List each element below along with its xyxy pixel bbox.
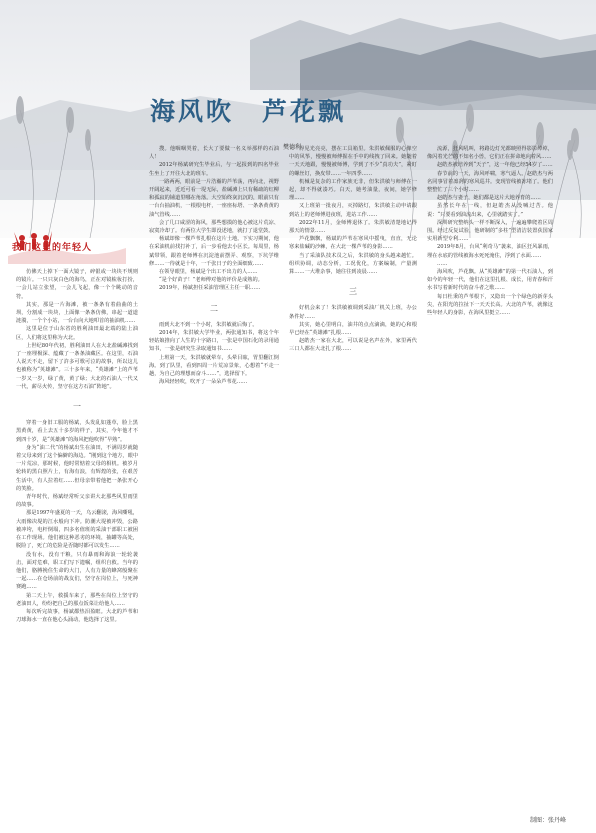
paragraph: 好机会来了！朱洪敏被调到采油厂机关上班，办公条件好…… — [289, 305, 417, 320]
paragraph: 每日杜秉的芦苇根下，又隐出一个个绿色的新芽头尖，在阳光的拉扯下一天天长高。大北的芦苇，就像这些年轻人的身影，在海风里挺立…… — [427, 293, 553, 317]
paragraph: 赵皓杰一家在大北，可以说是名声在外，家里两代三口人都在大北扎了根…… — [289, 338, 417, 353]
paragraph: 其实，她心里明白，油井的点点滴滴，她的心和根早已经在“英雄滩”扎根…… — [289, 321, 417, 337]
paragraph: 深圳研究整纳头一样不断深入，一遍遍攀爬着区周围。经过反复试验，他研制的“多柱”型清洁装置获国家实用新型专利…… — [427, 219, 553, 243]
paragraph: 2019年，杨斌担任采油管理区主任一职…… — [159, 285, 261, 292]
paragraph: 杨斌却像一棵芦苇扎根在这片土地。下实习期间，他在采油机前找打补丁，后一步看他去小区长。每周里，杨斌带领，跟着老师傅在沉淀池前摆弄、观察，下坑学维修……一待就是十年，一千张日子的全面细致…… — [149, 236, 279, 267]
paragraph: 流源，狂风吼叫，将路边灯光都映照得影影绰绰，像闪着光芒的不知名小兽，它们正在拼命地向着风…… — [427, 146, 553, 161]
paragraph: 会了几口咸涩的海风，那些想摸的他心被这片荒凉、寂寞冷却了。有两位大学生即没述地，就打了退堂鼓。 — [149, 219, 279, 235]
paragraph: “是个好苗子！”老师傅对他的评价是成熟的。 — [159, 277, 263, 284]
text-column-2 — [149, 145, 279, 828]
paragraph: 赵皓杰与妻子，她们都是这片大地养育的…… — [437, 195, 541, 202]
editor-credit: 制图：张丹峰 — [530, 817, 567, 824]
badge-label: 我们这里的年轻人 — [12, 243, 93, 253]
text-column-4 — [427, 145, 553, 810]
paragraph: 雨到大北不到一个小时，朱洪敏就后悔了。 — [159, 321, 258, 328]
paragraph: 当了采油队技术员之后，朱洪敏的身头越来越忙。组织协调，动态分析，工况优化，方案编制，产量测算……一大堆杂事，她往往到凌晨…… — [289, 252, 417, 276]
paragraph: 2019年8月，台风“利奇马”袭来，油区狂风暴雨，埋在水底的管线被海水死死淹住，浮到了水面…… — [427, 244, 553, 259]
paragraph: 海风吹，芦花飘。从“英雄滩”的第一代石油人，到如今的年轻一代，他们在这里扎根、成长，用青春和汗水书写着新时代的奋斗者之歌…… — [427, 269, 553, 292]
paragraph: 芦花飘飘，杨斌的芦苇在寒风中摇曳，直直，无论寒来盐碱的沙棘，在大北一棵芦苇的身影…… — [289, 236, 417, 251]
author-byline: 樊德利 — [283, 144, 302, 151]
paragraph: 海风轻轻吹，吹开了一朵朵芦苇花…… — [159, 379, 248, 386]
paragraph: 穿着一身旧工服的杨斌，头发乱如蓬草，脸上黑黑黄黄，看上去五十多岁的样子，其实，今年他才不到四十岁，是“英雄滩”的海风把他吹得“早熟”。 — [16, 420, 138, 443]
paragraph: 上班第一天，朱洪敏就晕车，头晕目眩，胃里翻江倒海。到了队里，看到四周一片荒凉景象，心想着“不走一趟，为自己的理想而奋斗……”，选择留下。 — [149, 354, 279, 378]
paragraph: 春节前的一天，海风呼啸，寒气逼人。赵皓杰与两名同事冒着凛冽的寒风巡井。变现管线被冻堵了。他们整整忙了三个小时…… — [427, 170, 553, 194]
paragraph: 第二天上午，救援车来了，那些在岗位上坚守的老油田人，纷纷把自己的那点饭菜让给他人…… — [16, 592, 138, 607]
section-number: 三 — [349, 287, 357, 297]
paragraph: 搜。他咽咽哭着，长大了要做一名义举那样的石油人！ — [149, 146, 279, 161]
paragraph: …… — [437, 260, 448, 267]
paragraph: 2014年，朱洪敏大学毕业，两张通知书，将这个年轻姑娘推向了人生的十字路口，一张是中国石化的录用通知书，一张是研究生录取通知书…… — [149, 330, 279, 353]
paragraph: 一路两两，眼前是一片浩瀚的芦苇荡，再向北，视野开阔起来，近近可看一堤无际，盐碱滩上只有稀疏的红柳和孤寂的铺道里哪在角落。大空始终灰沉沉的，眼前只有一台台抽油机，一根根电杆，一座座标塔、一条条黄黄的油气管线…… — [149, 178, 279, 218]
paragraph: 上世纪80年代初，胜利油田人在大北盐碱滩找到了一座埋极深、蕴藏了一条条油藏区。在这里，石油人说天不走，留下了許多可歌可泣的故事，所以这儿也被称为“英雄滩”。三十多年来，“英雄滩”上的芦苇一岁又一岁，绿了黄，黄了绿；大北的石油人一代又一代，薪尽火传，坚守在这方石油“阵地”。 — [16, 342, 138, 390]
paragraph: 2012年杨斌研究生毕业后，与一起报到的四名毕业生坐上了开往大北的班车。 — [149, 162, 279, 177]
paragraph: 那是1997年盛夏的一天，乌云翻滚，海风嘶吼，大雨像决堤的江水般向下冲。防潮大堤被冲毁，公路被冲垮，电杆倒塌，四多名值班的采油干部职工被困在工作现场。他们被这种恶劣的环境，抽罐等高处，脱险了，死亡的危险是否随时都可以发生…… — [16, 510, 138, 550]
section-number: 一 — [73, 402, 81, 412]
paragraph: 在领导眼里，杨斌是个出工不出力的人…… — [159, 269, 258, 276]
paragraph: 得见光亮亮，摆在工具箱里。朱洪敏佩服的心像空中的风筝，慢慢被师傅握在手中的线拽了回来。她随着一天天地跟，慢慢被师傅，学到了不少“真功夫”，紧盯的螺丝钉，换皮带……一年四季…… — [289, 146, 417, 177]
paragraph: 其实，那是一片海滩，被一条条有着曲曲的土坝，分割成一块块，上面像一条条仿佛，串起一道道涟漪，一个个小站，一台台向大地叩首的抽油机…… — [16, 301, 138, 325]
paragraph: 这里是位于山东省的胜利油田最北端的陆上油区，人们将这里称为大北。 — [16, 326, 138, 341]
paragraph: 身为“油二代”的杨斌出生在油田，不满周岁就随着父母来到了这个偏僻的海边。“刚到这个地方，眼中一片荒凉，那时候，他时常惦着父母的相机。被岁月轮转的黑白照片上，有海有浪，有辉煌的张，在艰苦生活中，有人拉着红……但母亲带着他把一条张开心的笑脸。 — [16, 444, 138, 492]
section-number: 二 — [210, 303, 218, 313]
paragraph: 机械是复杂的工作家族无非，但朱洪敏与师傅在一起，却不得就凑巧。白天，她考油量，夜间，她学修理…… — [289, 178, 417, 202]
paragraph: 青年时代，杨斌经常听父亲讲大北那些风里雨里的故事。 — [16, 494, 138, 509]
paragraph: 每次听完故事，杨斌都热泪盈眶。大北的芦苇和刀球海水一直在他心头涌动，他选择了这里。 — [16, 608, 138, 624]
text-column-3 — [289, 145, 417, 828]
paragraph: 2022年11月，金师傅退休了。朱洪敏清楚地记得那天的情景…… — [289, 219, 417, 235]
paragraph: 虽然长年在一线，但赵皓杰从没喊过苦。他说：“只要看到油流出来，心里就踏实了。” — [427, 203, 553, 218]
paragraph: 又上班第一批夜月，灭掉路灯，朱洪敏主动申请跟到站上的老师傅进夜班，进站工作…… — [289, 203, 417, 218]
paragraph: 仿佛天上掉下一面大镜子，碎银或一块块不规则的镜片。一只只灰白色的海鸟，正在对镜梳妆打扮，一会儿站立张望，一会儿飞起，像一个个眺动的音符。 — [16, 269, 138, 300]
paragraph: 赵皓杰被培养到“天子”，这一年他已经54岁了…… — [437, 162, 553, 169]
paragraph: 没有水，没有干粮，只有暴雨和海浪一轮轮袭击，面对危难，职工们写下遗嘱，组织自救。当年的他们，胳膊挽住生命的大门，人有力量的蜂窝般聚在一起……在仓场前的战友们，坚守在岗位上，与死神赛跑…… — [16, 551, 138, 591]
article-title: 海风吹 芦花飘 — [150, 97, 347, 126]
text-column-1 — [16, 268, 138, 828]
